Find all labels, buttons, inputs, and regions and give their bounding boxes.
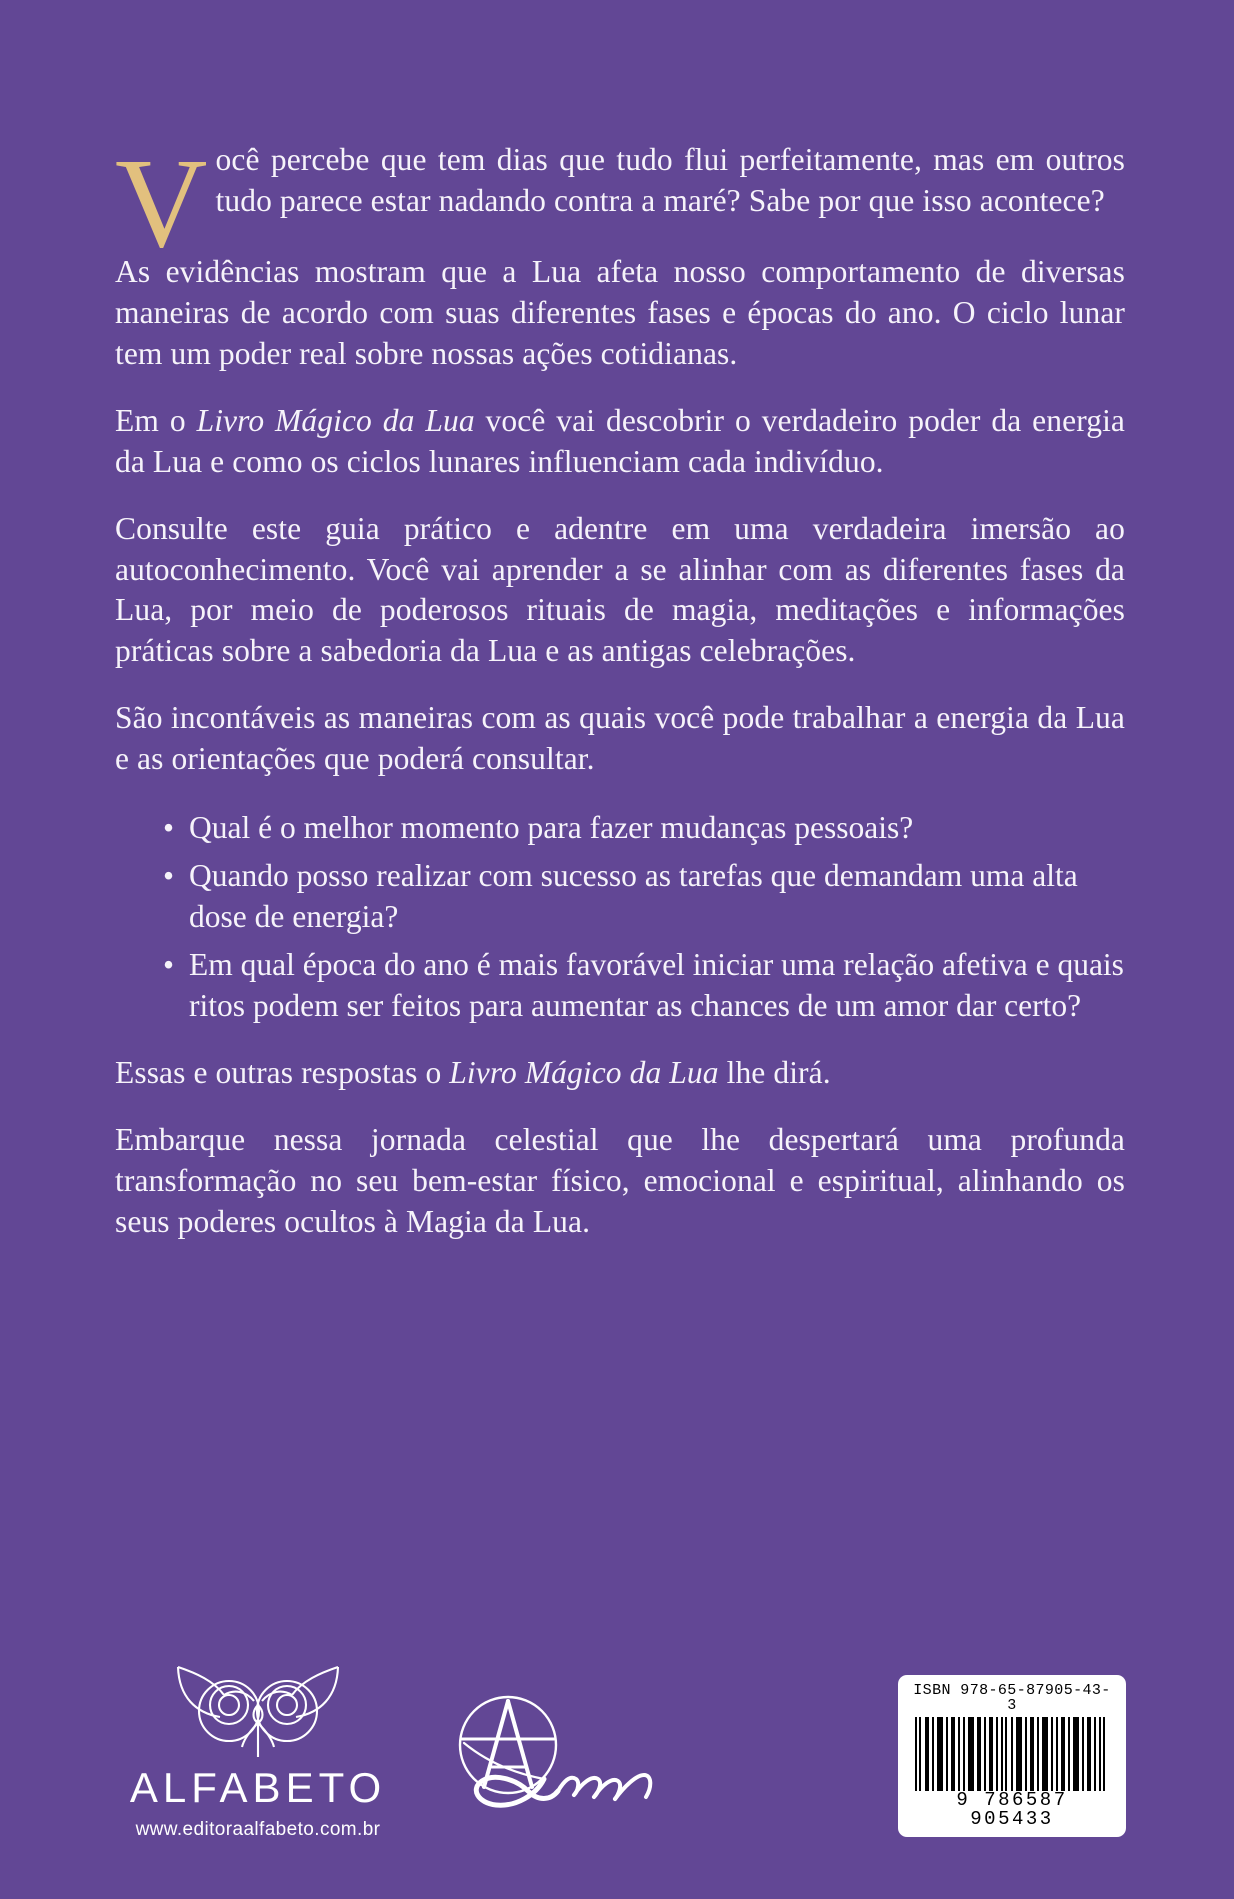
bullet-icon: • bbox=[163, 858, 175, 894]
lead-paragraph bbox=[115, 132, 1125, 274]
paragraph-answers-post: lhe dirá. bbox=[718, 1054, 831, 1090]
barcode-svg bbox=[913, 1717, 1111, 1791]
isbn-barcode bbox=[898, 1675, 1126, 1837]
paragraph-guide: Consulte este guia prático e adentre em uma verdadeira imersão ao autoconhecimento. Você vai aprender a se alinhar com as diferentes fases da Lua, por meio de poderosos rituais de magia, meditações e informações práticas sobre a sabedoria da Lua e as antigas celebrações. bbox=[115, 510, 1125, 669]
paragraph-book-intro-pre: Em o bbox=[115, 402, 197, 438]
paragraph-ways: São incontáveis as maneiras com as quais você pode trabalhar a energia da Lua e as orientações que poderá consultar. bbox=[115, 700, 1125, 777]
list-item-label: Quando posso realizar com sucesso as tarefas que demandam uma alta dose de energia? bbox=[189, 858, 1078, 935]
list-item-label: Em qual época do ano é mais favorável iniciar uma relação afetiva e quais ritos podem ser feitos para aumentar as chances de um amor dar certo? bbox=[189, 947, 1124, 1023]
pentagram-icon bbox=[440, 1683, 670, 1823]
publisher-website: www.editoraalfabeto.com.br bbox=[135, 1819, 381, 1840]
paragraph-closing: Embarque nessa jornada celestial que lhe despertará uma profunda transformação no seu bem-estar físico, emocional e espiritual, alinhando os seus poderes ocultos à Magia da Lua. bbox=[115, 1121, 1125, 1239]
publisher-name: ALFABETO bbox=[129, 1764, 387, 1811]
list-item bbox=[163, 808, 1125, 849]
blurb-text-block bbox=[115, 132, 1126, 1269]
bullet-icon: • bbox=[163, 947, 175, 982]
paragraph-book-intro-post: você vai descobrir o verdadeiro poder da energia da Lua e como os ciclos lunares influenciam cada indivíduo. bbox=[115, 402, 1126, 479]
paragraph-evidence: As evidências mostram que a Lua afeta nosso comportamento de diversas maneiras de acordo com suas diferentes fases e épocas do ano. O ciclo lunar tem um poder real sobre nossas ações cotidianas. bbox=[115, 253, 1125, 371]
isbn-digits: 9 786587 905433 bbox=[956, 1789, 1068, 1830]
question-list bbox=[115, 808, 1125, 1027]
paragraph-answers-pre: Essas e outras respostas o bbox=[115, 1054, 450, 1090]
book-title-italic: Livro Mágico da Lua bbox=[449, 1054, 719, 1090]
paragraph-answers bbox=[115, 1053, 1125, 1094]
list-item-label: Qual é o melhor momento para fazer mudanças pessoais? bbox=[189, 810, 914, 846]
paragraph-book-intro bbox=[115, 401, 1125, 483]
imprint-logo bbox=[440, 1683, 670, 1823]
list-item bbox=[163, 945, 1125, 1027]
barcode-bars bbox=[910, 1713, 1114, 1791]
cover-footer bbox=[0, 1569, 1234, 1899]
isbn-label: ISBN 978-65-87905-43-3 bbox=[913, 1682, 1111, 1714]
list-item bbox=[163, 856, 1125, 938]
publisher-logo bbox=[108, 1661, 408, 1841]
bullet-icon: • bbox=[163, 810, 175, 846]
owl-icon bbox=[172, 1661, 344, 1761]
book-title-italic: Livro Mágico da Lua bbox=[196, 402, 475, 438]
lead-paragraph-text: ocê percebe que tem dias que tudo flui perfeitamente, mas em outros tudo parece estar nadando contra a maré? Sabe por que isso acontece? bbox=[215, 142, 1125, 218]
drop-cap-letter: V bbox=[115, 132, 208, 274]
